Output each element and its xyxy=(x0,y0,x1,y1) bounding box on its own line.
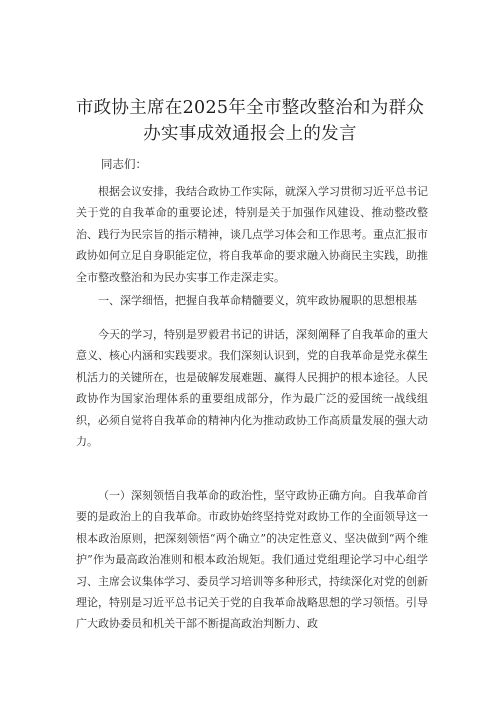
body-paragraph-2: （一）深刻领悟自我革命的政治性，坚守政协正确方向。自我革命首要的是政治上的自我革命。市政协始终坚持党对政协工作的全面领导这一根本政治原则，把深刻领悟“两个确立”的决定性意义、坚决做到“两个维护”作为最高政治准则和根本政治规矩。我们通过党组理论学习中心组学习、主席会议集体学习、委员学习培训等多种形式，持续深化对党的创新理论，特别是习近平总书记关于党的自我革命战略思想的学习领悟。引导广大政协委员和机关干部不断提高政治判断力、政 xyxy=(76,489,428,631)
section-heading-1: 一、深学细悟，把握自我革命精髓要义，筑牢政协履职的思想根基 xyxy=(98,294,417,307)
intro-paragraph: 根据会议安排，我结合政协工作实际，就深入学习贯彻习近平总书记关于党的自我革命的重要论述，特别是关于加强作风建设、推动整改整治、践行为民宗旨的指示精神，谈几点学习体会和工作思考。重点汇报市政协如何立足自身职能定位，将自我革命的要求融入协商民主实践，助推全市整改整治和为民办实事工作走深走实。 xyxy=(76,185,428,284)
body-paragraph-1: 今天的学习，特别是罗毅君书记的讲话，深刻阐释了自我革命的重大意义、核心内涵和实践要求。我们深刻认识到，党的自我革命是党永葆生机活力的关键所在，也是破解发展难题、赢得人民拥护的根本途径。人民政协作为国家治理体系的重要组成部分，作为最广泛的爱国统一战线组织，必须自觉将自我革命的精神内化为推动政协工作高质量发展的强大动力。 xyxy=(76,328,428,449)
document-title-line-2: 办实事成效通报会上的发言 xyxy=(143,124,357,144)
salutation: 同志们： xyxy=(101,157,147,171)
document-title-line-1: 市政协主席在2025年全市整改整治和为群众 xyxy=(75,98,425,118)
